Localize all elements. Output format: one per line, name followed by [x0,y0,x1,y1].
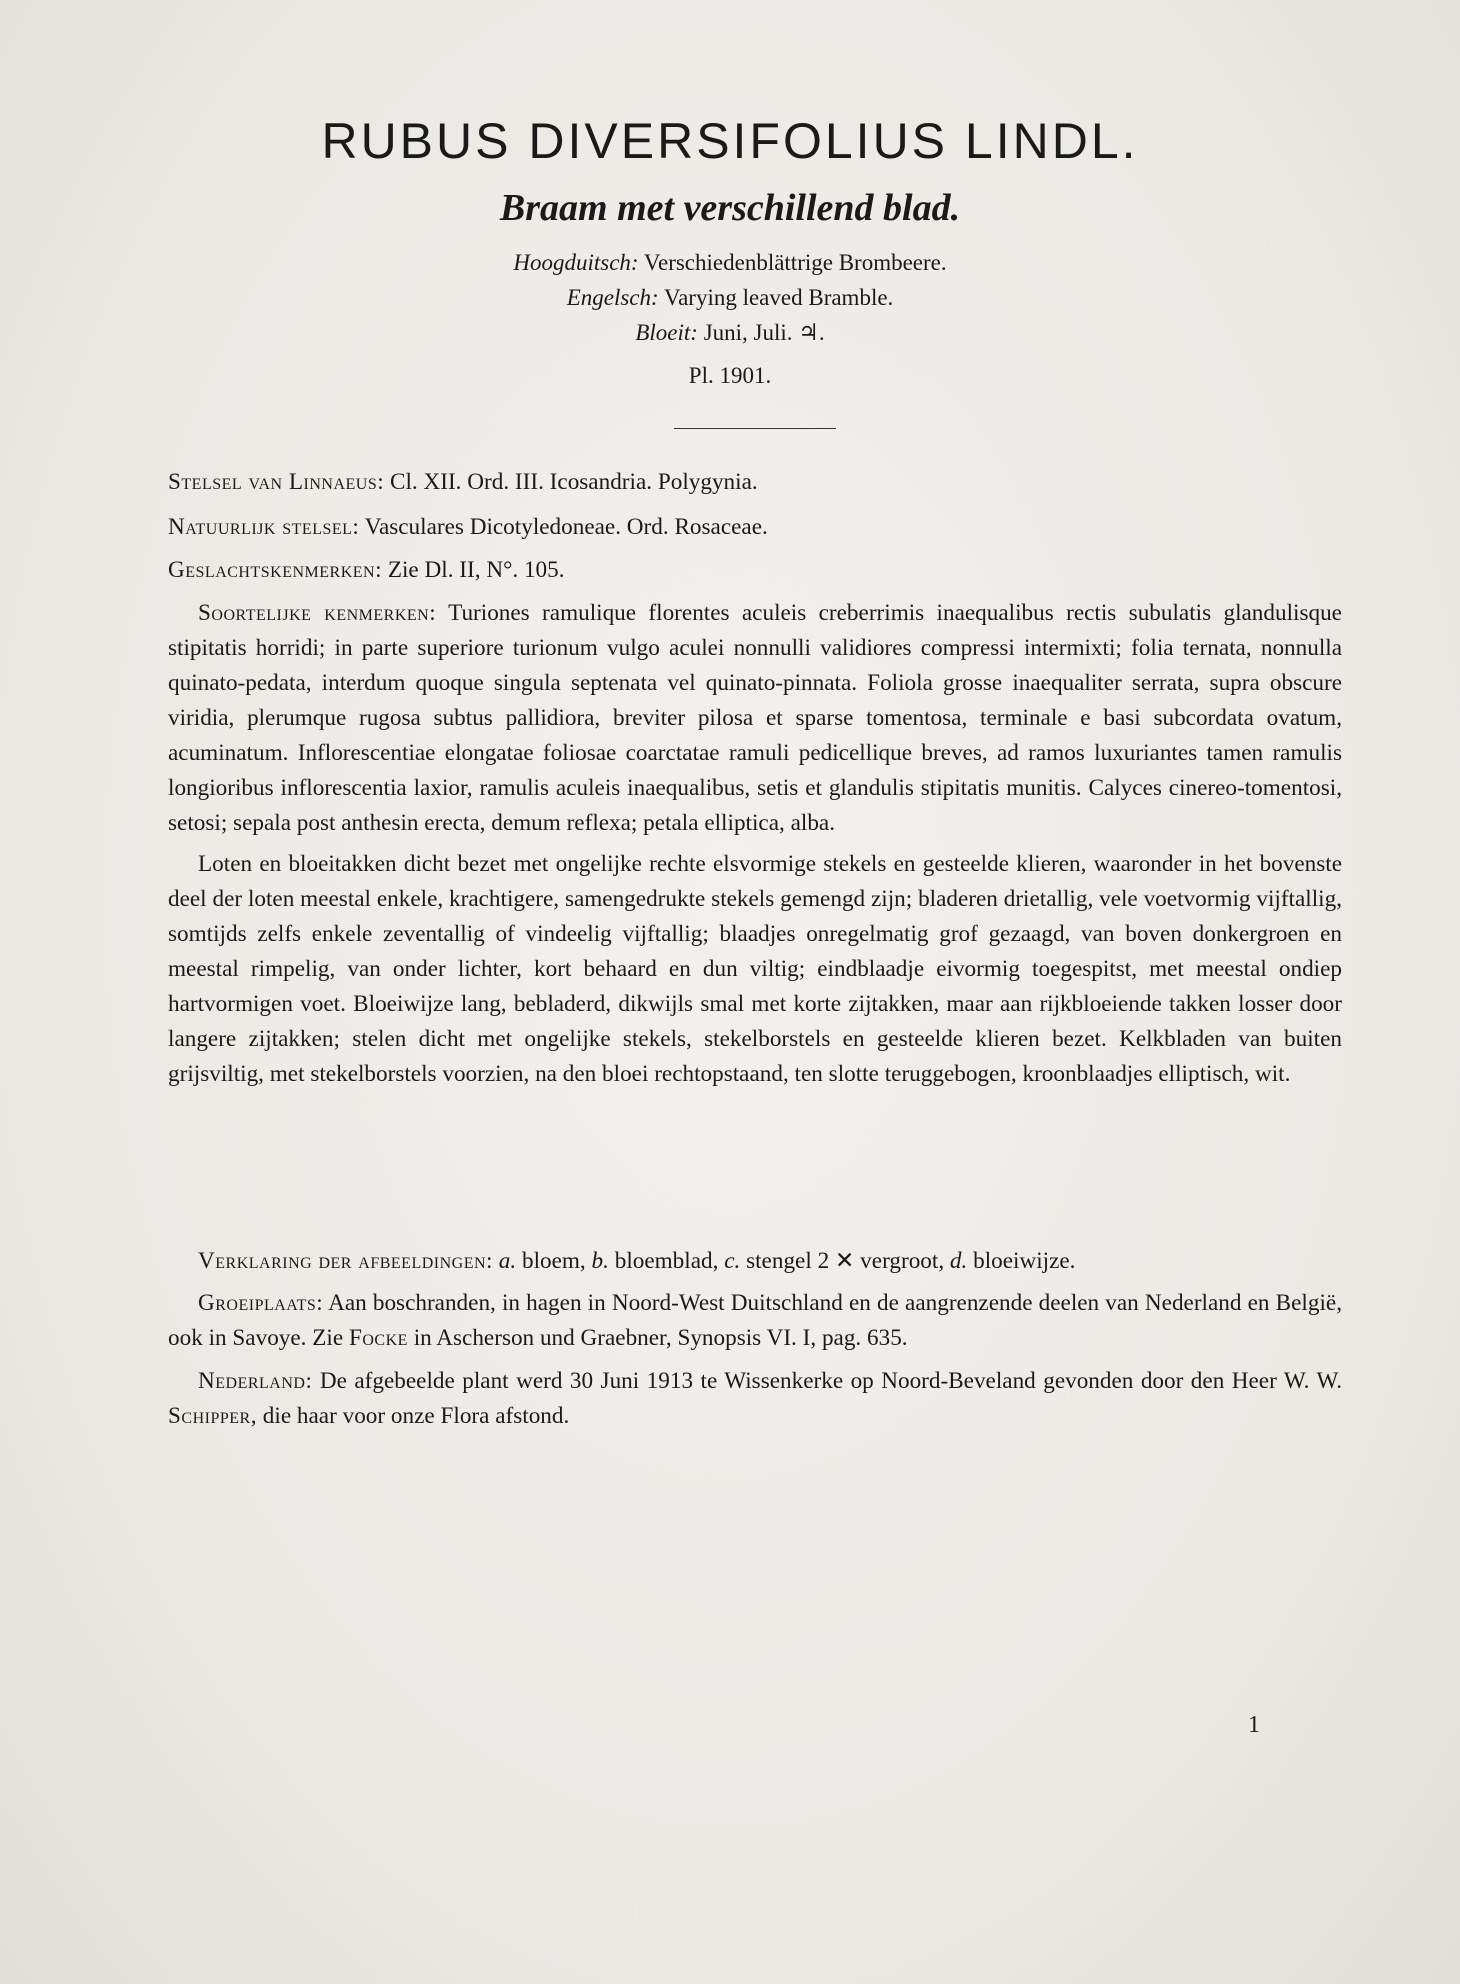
habitat [168,1286,1342,1356]
figures-label: Verklaring der afbeeldingen: [198,1248,493,1274]
dutch-description: Loten en bloeitakken dicht bezet met ongelijke rechte elsvormige stekels en gesteelde klieren, waaronder in het bovenste deel der loten meestal enkele, krachtigere, samengedrukte stekels gemengd zijn; bladeren drietallig, vele voetvormig vijftallig, somtijds zelfs enkele zeventallig of vindeelig vijftallig; blaadjes onregelmatig grof gezaagd, van boven donkergroen en meestal rimpelig, van onder lichter, kort behaard en dun viltig; eindblaadje eivormig toegespitst, met meestal ondiep hartvormigen voet. Bloeiwijze lang, bebladerd, dikwijls smal met korte zijtakken, maar aan rijkbloeiende takken losser door langere zijtakken; stelen dicht met ongelijke stekels, stekelborstels en gesteelde klieren bezet. Kelkbladen van buiten grijsviltig, met stekelborstels voorzien, na den bloei rechtopstaand, ten slotte teruggebogen, kroonblaadjes elliptisch, wit. [168,851,1342,1087]
natural-text: Vasculares Dicotyledoneae. Ord. Rosaceae. [364,514,768,540]
figure-d-key: d. [949,1248,968,1274]
english-name: Varying leaved Bramble. [664,285,894,310]
german-label: Hoogduitsch: [513,250,639,275]
english-name-line [0,285,1460,311]
netherlands-record [168,1364,1342,1434]
netherlands-person: Schipper, [168,1403,257,1429]
natural-system [168,510,1342,545]
figure-legend [168,1244,1342,1279]
natural-label: Natuurlijk stelsel: [168,514,360,540]
english-label: Engelsch: [566,285,659,310]
netherlands-label: Nederland: [198,1368,313,1394]
linnaeus-text: Cl. XII. Ord. III. Icosandria. Polygynia. [389,469,758,495]
bloom-line [0,320,1460,346]
figure-a-key: a. [498,1248,517,1274]
linnaeus-system [168,465,1342,500]
habitat-text-1: Aan boschranden, in hagen in Noord-West Duitschland en de aangrenzende deelen van Nederland en België, ook in Savoye. Zie [168,1290,1342,1351]
linnaeus-label: Stelsel van Linnaeus: [168,469,385,495]
plate-number: Pl. 1901. [688,363,772,388]
genus-characters [168,553,1342,588]
figure-c-key: c. [724,1248,741,1274]
genus-label: Geslachtskenmerken: [168,557,383,583]
figure-b-text: bloemblad, [614,1248,719,1274]
bloom-value: Juni, Juli. ♃. [703,320,825,345]
figure-d-text: bloeiwijze. [973,1248,1076,1274]
figure-a-text: bloem, [521,1248,586,1274]
species-characters [168,596,1342,1092]
dutch-common-name: Braam met verschillend blad. [499,187,961,229]
habitat-author: Focke [348,1325,408,1351]
figure-c-text: stengel 2 ✕ vergroot, [746,1248,945,1274]
bloom-label: Bloeit: [635,320,698,345]
divider [674,428,836,429]
figure-b-key: b. [591,1248,609,1274]
page-title: RUBUS DIVERSIFOLIUS LINDL. [321,113,1139,169]
german-name: Verschiedenblättrige Brombeere. [643,250,947,275]
netherlands-text-1: De afgebeelde plant werd 30 Juni 1913 te Wissenkerke op Noord-Beveland gevonden door den Heer W. W. [319,1368,1342,1394]
species-label: Soortelijke kenmerken: [198,600,437,626]
german-name-line [0,250,1460,276]
genus-text: Zie Dl. II, N°. 105. [387,557,565,583]
habitat-text-2: in Ascherson und Graebner, Synopsis VI. I, pag. 635. [413,1325,908,1351]
netherlands-text-2: die haar voor onze Flora afstond. [262,1403,570,1429]
habitat-label: Groeiplaats: [198,1290,324,1316]
page-number: 1 [1248,1712,1260,1738]
species-text: Turiones ramulique florentes aculeis creberrimis inaequalibus rectis subulatis glandulisque stipitatis horridi; in parte superiore turionum vulgo aculei nonnulli validiores compressi intermixti; folia ternata, nonnulla quinato-pedata, interdum quoque singula septenata vel quinato-pinnata. Foliola grosse inaequaliter serrata, supra obscure viridia, plerumque rugosa subtus pallidiora, breviter pilosa et sparse tomentosa, terminale e basi subcordata ovatum, acuminatum. Inflorescentiae elongatae foliosae coarctatae ramuli pedicellique breves, ad ramos luxuriantes tamen ramulis longioribus inflorescentia laxior, ramulis aculeis inaequalibus, setis et glandulis stipitatis munitis. Calyces cinereo-tomentosi, setosi; sepala post anthesin erecta, demum reflexa; petala elliptica, alba. [168,600,1342,836]
